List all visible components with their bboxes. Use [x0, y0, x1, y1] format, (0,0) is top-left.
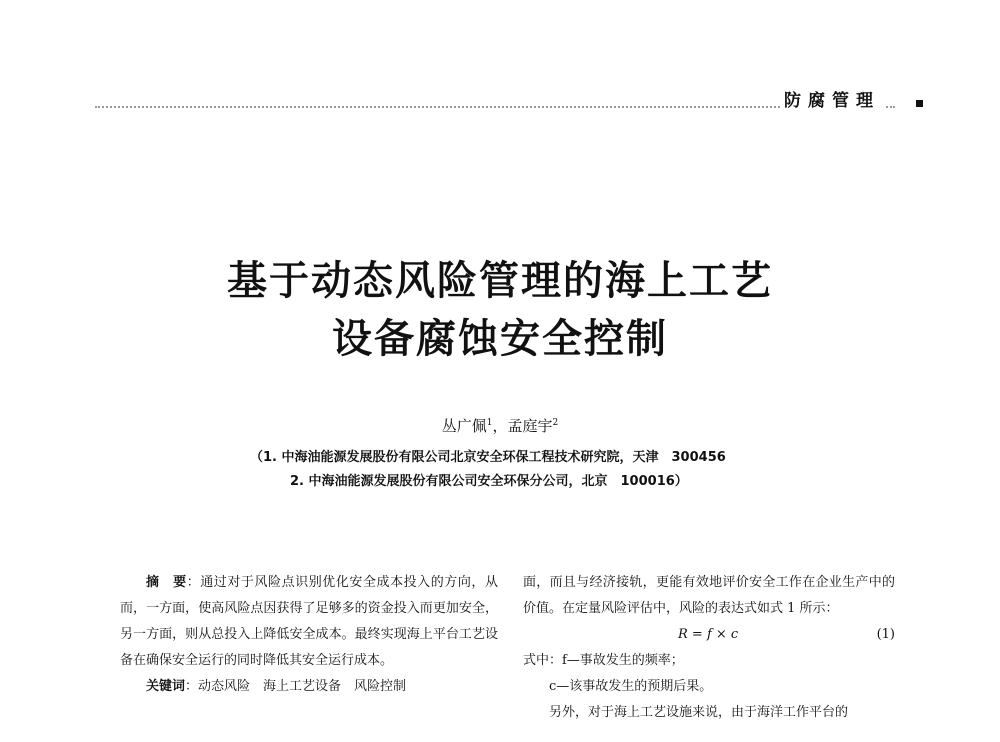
section-header: 防腐管理	[780, 86, 884, 111]
left-column	[120, 570, 498, 700]
keywords	[120, 674, 498, 700]
authors	[300, 415, 700, 436]
paper-title-line-1: 基于动态风险管理的海上工艺	[227, 257, 773, 304]
abstract-text: ：通过对于风险点识别优化安全成本投入的方向，从而，一方面，使高风险点因获得了足够多的资金投入而更加安全，另一方面，则从总投入上降低安全成本。最终实现海上平台工艺设备在确保安全运行的同时降低其安全运行成本。	[120, 575, 498, 668]
author-2-affil-mark: 2	[552, 418, 559, 428]
header-rule	[95, 106, 895, 108]
right-column	[523, 570, 895, 726]
abstract-label: 摘 要	[146, 575, 187, 590]
author-2: 孟庭宇	[507, 417, 553, 435]
affiliation-1: （1. 中海油能源发展股份有限公司北京安全环保工程技术研究院，天津 300456	[250, 450, 726, 465]
affiliation-2: 2. 中海油能源发展股份有限公司安全环保分公司，北京 100016）	[290, 474, 688, 489]
body-paragraph-2: 另外，对于海上工艺设施来说，由于海洋工作平台的	[549, 705, 849, 720]
formula-where-2: c—该事故发生的预期后果。	[549, 679, 713, 694]
formula-number: (1)	[876, 627, 895, 642]
author-separator: ，	[492, 417, 508, 435]
author-1: 丛广佩	[441, 417, 487, 435]
keywords-text: ：动态风险 海上工艺设备 风险控制	[185, 679, 407, 694]
formula-where-1: 式中：f—事故发生的频率；	[523, 653, 684, 668]
formula-row	[523, 622, 895, 648]
body-paragraph-1: 面，而且与经济接轨，更能有效地评价安全工作在企业生产中的价值。在定量风险评估中，风险的表达式如式 1 所示：	[523, 575, 895, 616]
author-1-affil-mark: 1	[486, 418, 493, 428]
risk-formula: R = f × c	[678, 627, 739, 642]
paper-title-line-2: 设备腐蚀安全控制	[332, 315, 668, 362]
abstract	[120, 570, 498, 674]
header-square-mark	[916, 100, 923, 107]
keywords-label: 关键词	[146, 679, 186, 694]
